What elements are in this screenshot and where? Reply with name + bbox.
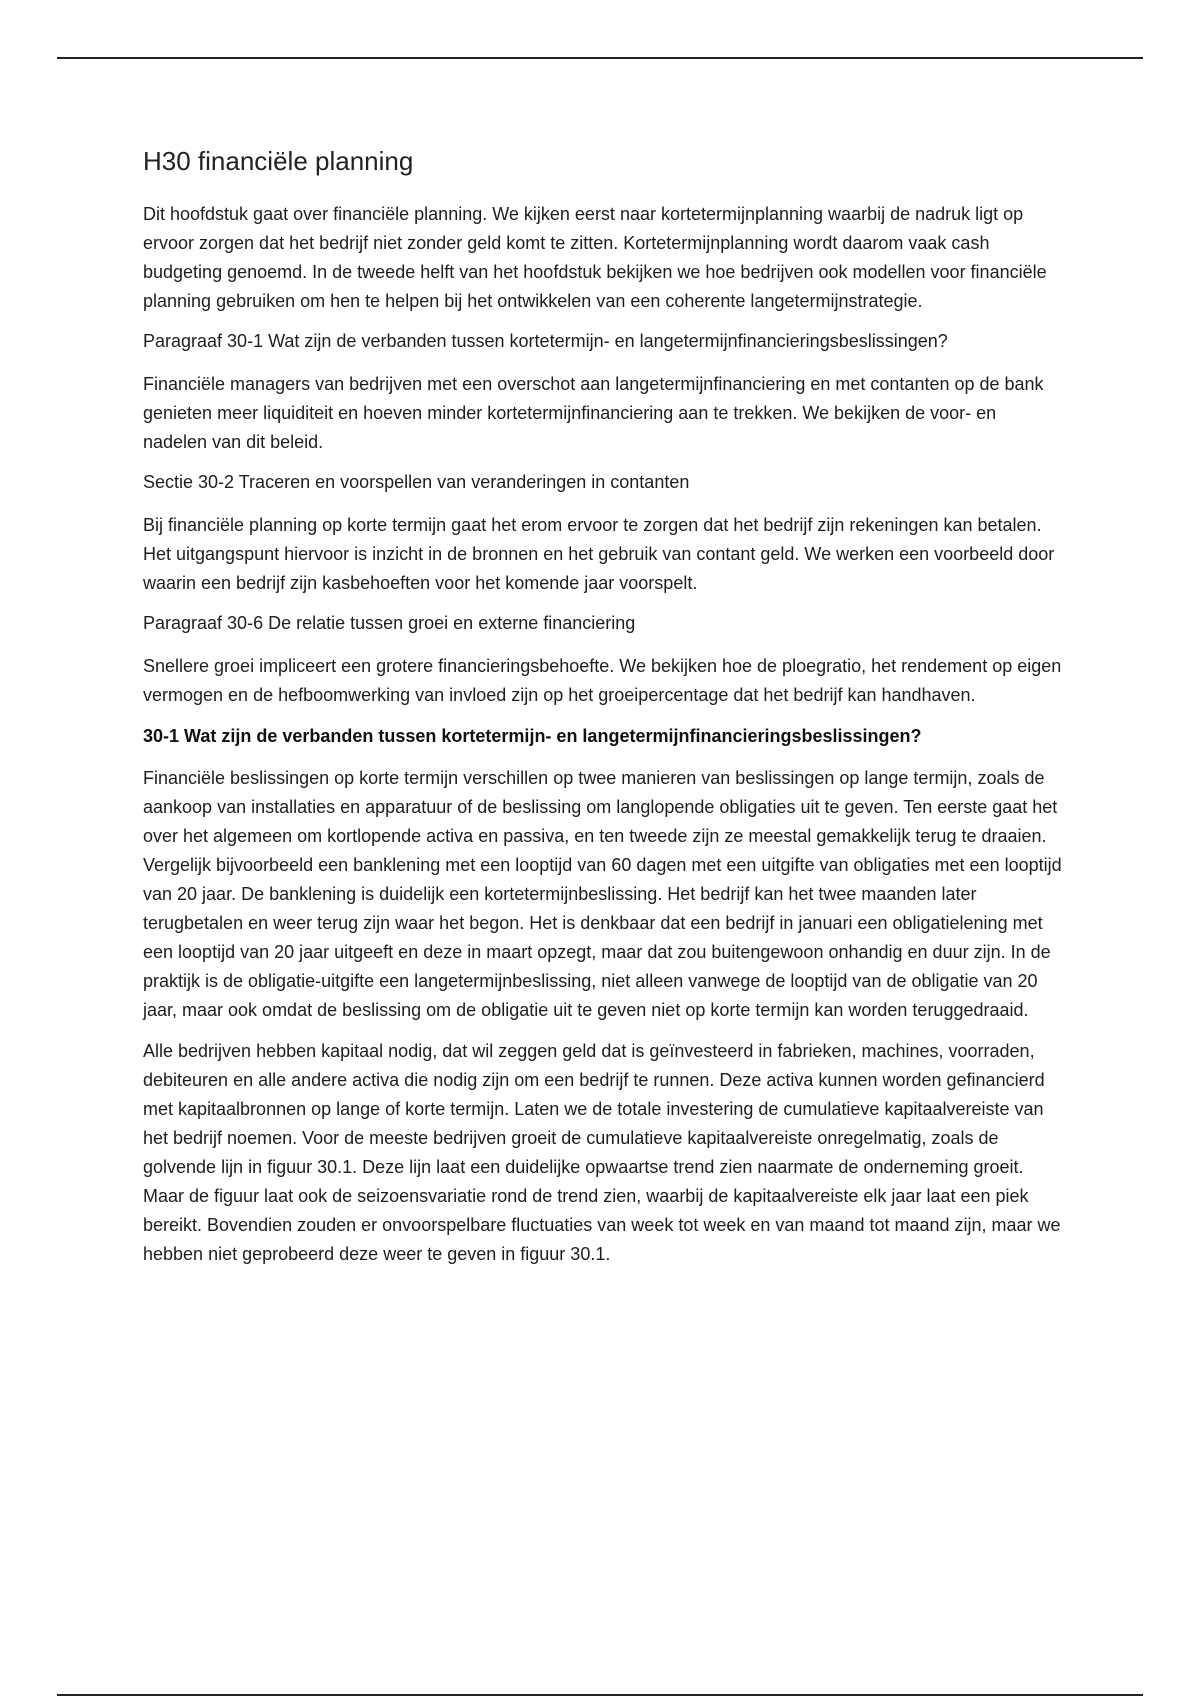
section-30-2-heading: Sectie 30-2 Traceren en voorspellen van veranderingen in contanten bbox=[143, 472, 690, 492]
section-30-6-heading: Paragraaf 30-6 De relatie tussen groei en externe financiering bbox=[143, 613, 636, 633]
body-paragraph-2: Alle bedrijven hebben kapitaal nodig, dat wil zeggen geld dat is geïnvesteerd in fabrieken, machines, voorraden, debiteuren en alle andere activa die nodig zijn om een bedrijf te runnen. Deze activa kunnen worden gefinancierd met kapitaalbronnen op lange of korte termijn. Laten we de totale investering de cumulatieve kapitaalvereiste van het bedrijf noemen. Voor de meeste bedrijven groeit de cumulatieve kapitaalvereiste onregelmatig, zoals de golvende lijn in figuur 30.1. Deze lijn laat een duidelijke opwaartse trend zien naarmate de onderneming groeit. Maar de figuur laat ook de seizoensvariatie rond de trend zien, waarbij de kapitaalvereiste elk jaar laat een piek bereikt. Bovendien zouden er onvoorspelbare fluctuaties van week tot week en van maand tot maand zijn, maar we hebben niet geprobeerd deze weer te geven in figuur 30.1. bbox=[143, 1041, 1061, 1264]
section-30-6-summary: Snellere groei impliceert een grotere financieringsbehoefte. We bekijken hoe de ploegratio, het rendement op eigen vermogen en de hefboomwerking van invloed zijn op het groeipercentage dat het bedrijf kan handhaven. bbox=[143, 656, 1062, 705]
section-30-1-heading: Paragraaf 30-1 Wat zijn de verbanden tussen kortetermijn- en langetermijnfinancieringsbeslissingen? bbox=[143, 331, 948, 351]
intro-paragraph: Dit hoofdstuk gaat over financiële planning. We kijken eerst naar kortetermijnplanning waarbij de nadruk ligt op ervoor zorgen dat het bedrijf niet zonder geld komt te zitten. Kortetermijnplanning wordt daarom vaak cash budgeting genoemd. In de tweede helft van het hoofdstuk bekijken we hoe bedrijven ook modellen voor financiële planning gebruiken om hen te helpen bij het ontwikkelen van een coherente langetermijnstrategie. bbox=[143, 204, 1047, 311]
section-30-2-summary: Bij financiële planning op korte termijn gaat het erom ervoor te zorgen dat het bedrijf zijn rekeningen kan betalen. Het uitgangspunt hiervoor is inzicht in de bronnen en het gebruik van contant geld. We werken een voorbeeld door waarin een bedrijf zijn kasbehoeften voor het komende jaar voorspelt. bbox=[143, 515, 1055, 593]
document-title: H30 financiële planning bbox=[143, 146, 414, 176]
bottom-rule bbox=[57, 1694, 1143, 1696]
section-30-1-summary: Financiële managers van bedrijven met een overschot aan langetermijnfinanciering en met contanten op de bank genieten meer liquiditeit en hoeven minder kortetermijnfinanciering aan te trekken. We bekijken de voor- en nadelen van dit beleid. bbox=[143, 374, 1044, 452]
document-body bbox=[143, 138, 1063, 1281]
body-paragraph-1: Financiële beslissingen op korte termijn verschillen op twee manieren van beslissingen op lange termijn, zoals de aankoop van installaties en apparatuur of de beslissing om langlopende obligaties uit te geven. Ten eerste gaat het over het algemeen om kortlopende activa en passiva, en ten tweede zijn ze meestal gemakkelijk terug te draaien. Vergelijk bijvoorbeeld een banklening met een looptijd van 60 dagen met een uitgifte van obligaties met een looptijd van 20 jaar. De banklening is duidelijk een kortetermijnbeslissing. Het bedrijf kan het twee maanden later terugbetalen en weer terug zijn waar het begon. Het is denkbaar dat een bedrijf in januari een obligatielening met een looptijd van 20 jaar uitgeeft en deze in maart opzegt, maar dat zou buitengewoon onhandig en duur zijn. In de praktijk is de obligatie-uitgifte een langetermijnbeslissing, niet alleen vanwege de looptijd van de obligatie van 20 jaar, maar ook omdat de beslissing om de obligatie uit te geven niet op korte termijn kan worden teruggedraaid. bbox=[143, 768, 1062, 1020]
top-rule bbox=[57, 57, 1143, 59]
main-section-heading: 30-1 Wat zijn de verbanden tussen kortetermijn- en langetermijnfinancieringsbeslissingen? bbox=[143, 726, 922, 746]
